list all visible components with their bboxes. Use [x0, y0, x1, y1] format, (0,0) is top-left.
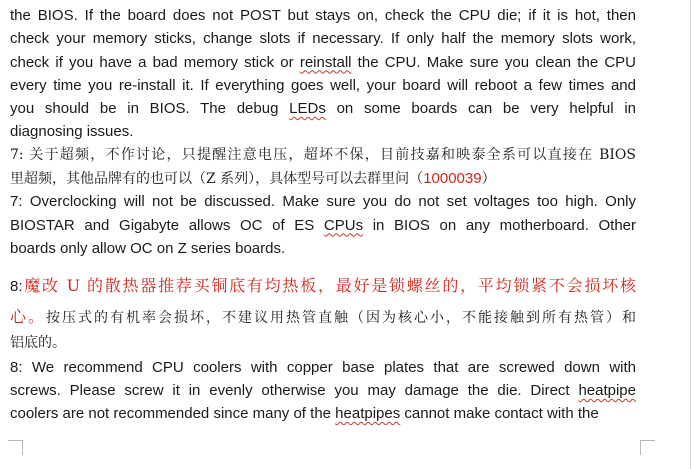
line-text: 8: We recommend CPU coolers with copper base plates that are screwed down with: [10, 358, 636, 376]
line-text: 7: Overclocking will not be discussed. Make sure you do not set voltages too high. Only: [10, 193, 636, 211]
text-line: [10, 74, 636, 97]
text-line-chinese: [10, 270, 636, 301]
red-heading-text: 心。: [10, 307, 46, 327]
text-line: [10, 97, 636, 120]
line-text: boards only allow OC on Z series boards.: [10, 239, 286, 257]
page-edge: [690, 0, 691, 469]
text-line: [10, 402, 636, 425]
group-number: 1000039: [423, 170, 482, 188]
line-text: ）: [481, 171, 496, 188]
line-text: the CPU. Make sure you clean the CPU: [351, 53, 636, 71]
line-text: check if you have a bad memory stick or: [10, 53, 300, 71]
text-line-chinese: [10, 301, 636, 332]
text-line: [10, 214, 636, 237]
text-line: [10, 190, 636, 213]
text-line: [10, 4, 636, 27]
page-corner-mark-left: [8, 440, 23, 455]
line-text: screws. Please screw it in evenly otherwise you may damage the die. Direct heatpipe: [10, 381, 636, 399]
line-text: cannot make contact with the: [400, 405, 599, 423]
line-text: 铝底的。: [10, 335, 66, 352]
spellcheck-word: heatpipe: [578, 381, 636, 399]
text-line: [10, 27, 636, 50]
text-line: [10, 356, 636, 379]
line-text: in BIOS on any motherboard. Other: [363, 216, 637, 234]
text-line: [10, 120, 636, 143]
spellcheck-word: CPUs: [323, 216, 364, 234]
line-text: you should be in BIOS. The debug: [10, 100, 290, 118]
line-text: diagnosing issues.: [10, 123, 134, 141]
spellcheck-word: reinstall: [299, 53, 352, 71]
document-body: [10, 4, 636, 425]
text-line: [10, 379, 636, 402]
spellcheck-word: LEDs: [289, 100, 326, 118]
line-text: 7: 关于超频，不作讨论，只提醒注意电压，超坏不保，目前技嘉和映泰全系可以直接在 BIOS: [10, 146, 636, 163]
page-corner-mark-right: [640, 440, 655, 455]
spellcheck-word: heatpipes: [335, 405, 401, 423]
text-line: [10, 51, 636, 74]
text-line: [10, 237, 636, 260]
paragraph-gap: [10, 260, 636, 270]
line-text: the BIOS. If the board does not POST but stays on, check the CPU die; if it is hot, then: [10, 7, 636, 24]
line-text: check your memory sticks, change slots if necessary. If only half the memory slots work,: [10, 30, 636, 48]
line-text: coolers are not recommended since many of the: [10, 405, 336, 423]
section-number: 8:: [10, 278, 23, 296]
line-text: on some boards can be very helpful in: [325, 100, 636, 118]
line-text: 里超频，其他品牌有的也可以（Z 系列），具体型号可以去群里问（: [10, 171, 424, 188]
line-text: 按压式的有机率会损坏，不建议用热管直触（因为核心小，不能接触到所有热管）和: [46, 310, 636, 327]
line-text: every time you re-install it. If everything goes well, your board will reboot a few times and: [10, 76, 636, 94]
red-heading-text: 魔改 U 的散热器推荐买铜底有均热板，最好是锁螺丝的，平均锁紧不会损坏核: [22, 276, 636, 296]
text-line-chinese: [10, 144, 636, 167]
text-line-chinese: [10, 332, 636, 355]
text-line-chinese: [10, 167, 636, 190]
line-text: BIOSTAR and Gigabyte allows OC of ES: [10, 216, 324, 234]
